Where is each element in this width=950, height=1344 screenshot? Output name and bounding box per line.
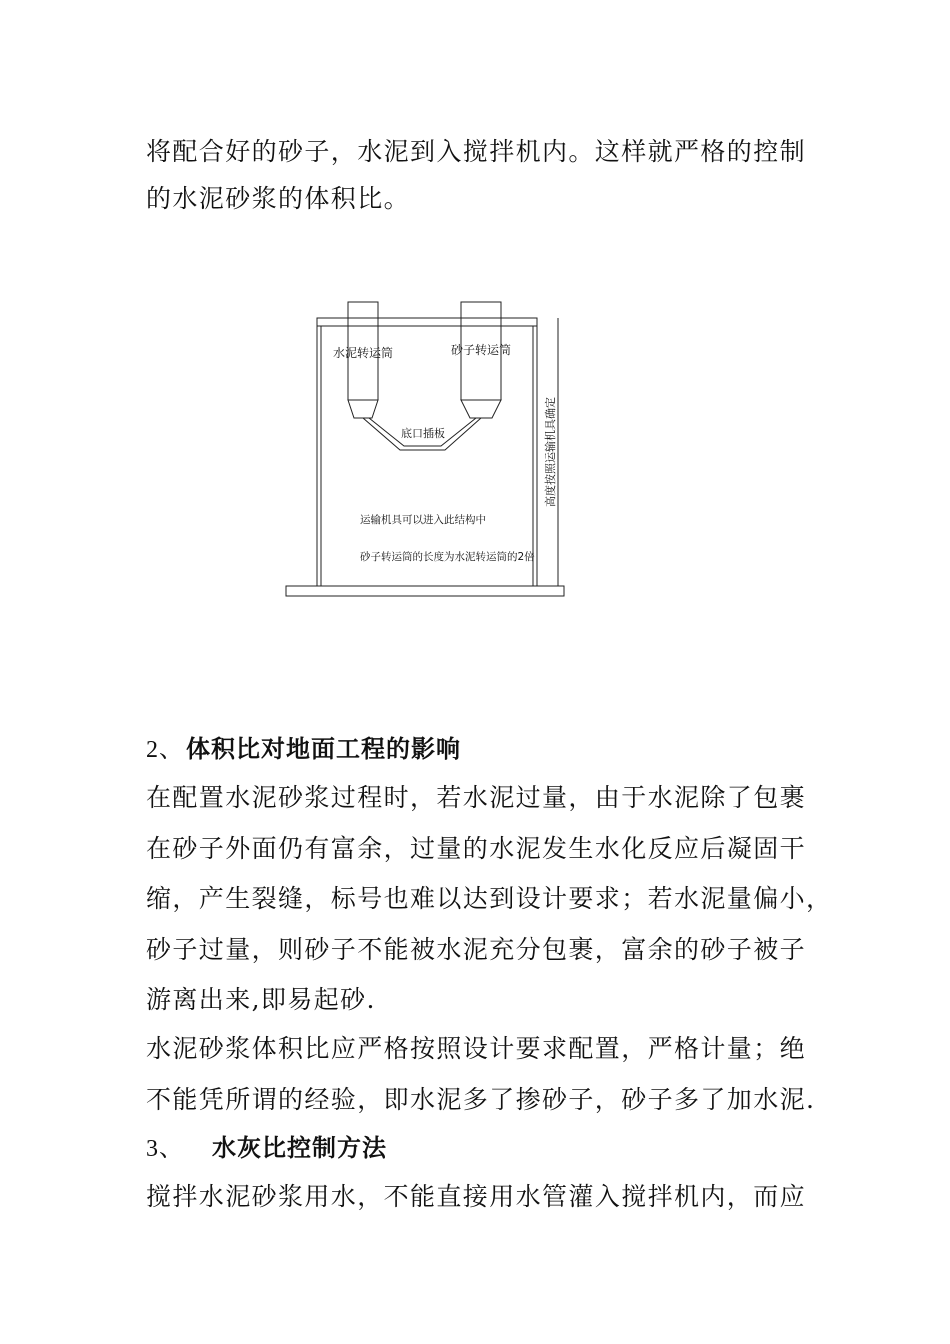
- paragraph-line: 砂子过量，则砂子不能被水泥充分包裹，富余的砂子被子: [146, 935, 807, 964]
- cement-hopper-label: 水泥转运筒: [332, 346, 394, 360]
- section-heading-3: [146, 1132, 387, 1165]
- section-number: 3、: [146, 1136, 184, 1162]
- diagram-note-1: 运输机具可以进入此结构中: [360, 514, 486, 526]
- paragraph-line: 水泥砂浆体积比应严格按照设计要求配置，严格计量；绝: [146, 1034, 807, 1063]
- sand-hopper-label: 砂子转运筒: [450, 343, 512, 357]
- gate-label: 底口插板: [401, 427, 445, 440]
- cement-hopper-cone: [348, 400, 378, 418]
- paragraph-line: 搅拌水泥砂浆用水，不能直接用水管灌入搅拌机内，而应: [146, 1182, 807, 1211]
- sand-hopper-cone: [461, 400, 501, 418]
- paragraph-line: 在砂子外面仍有富余，过量的水泥发生水化反应后凝固干: [146, 834, 807, 863]
- mixing-structure-diagram: [280, 296, 580, 606]
- paragraph-line: 游离出来,即易起砂.: [146, 985, 376, 1014]
- section-title: 水灰比控制方法: [212, 1134, 387, 1162]
- section-heading-2: [146, 733, 461, 766]
- height-note: 高度按照运输机具确定: [544, 397, 557, 507]
- section-number: 2、: [146, 737, 184, 763]
- paragraph-line: 在配置水泥砂浆过程时，若水泥过量，由于水泥除了包裹: [146, 783, 807, 812]
- diagram-note-2: 砂子转运筒的长度为水泥转运筒的2倍: [360, 551, 535, 563]
- base-slab: [286, 586, 564, 596]
- top-beam: [317, 318, 537, 326]
- paragraph-line: 不能凭所谓的经验，即水泥多了掺砂子，砂子多了加水泥.: [146, 1085, 816, 1114]
- section-title: 体积比对地面工程的影响: [186, 735, 461, 763]
- paragraph-line: 的水泥砂浆的体积比。: [146, 184, 411, 213]
- paragraph-line: 缩，产生裂缝，标号也难以达到设计要求；若水泥量偏小，: [146, 884, 833, 913]
- paragraph-line: 将配合好的砂子，水泥到入搅拌机内。这样就严格的控制: [146, 137, 807, 166]
